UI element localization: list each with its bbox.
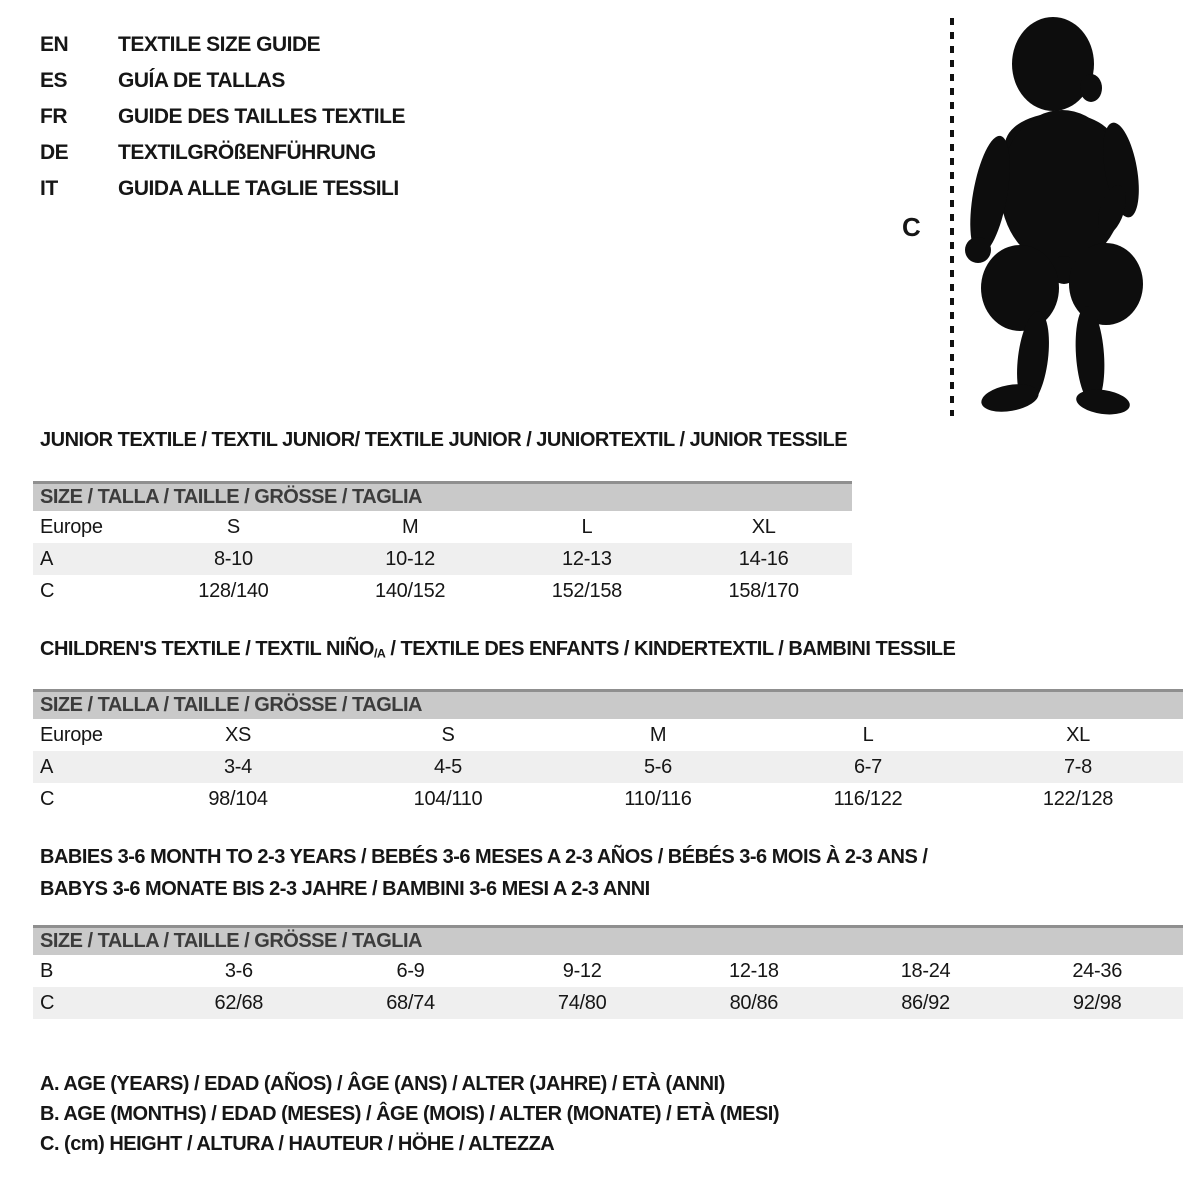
babies-section-title-line2: [40, 878, 650, 901]
babies-title-line1-text: BABIES 3-6 MONTH TO 2-3 YEARS / BEBÉS 3-6 MESES A 2-3 AÑOS / BÉBÉS 3-6 MOIS À 2-3 ANS /: [40, 846, 928, 868]
age-cell: 14-16: [738, 547, 789, 570]
legend-line-age-months: B. AGE (MONTHS) / EDAD (MESES) / ÂGE (MOIS) / ALTER (MONATE) / ETÀ (MESI): [40, 1103, 780, 1125]
row-label: C: [40, 787, 55, 810]
size-cell: XL: [1066, 723, 1090, 746]
age-cell: 3-4: [223, 755, 252, 778]
height-figure: [890, 0, 1200, 430]
table-row-months: [33, 955, 1183, 987]
junior-size-table: [33, 481, 852, 607]
size-table-header: SIZE / TALLA / TAILLE / GRÖSSE / TAGLIA: [33, 925, 1183, 955]
language-row-es: [40, 63, 405, 99]
size-cell: L: [862, 723, 874, 746]
row-label: Europe: [40, 515, 103, 538]
language-label: TEXTILE SIZE GUIDE: [118, 33, 321, 56]
table-row-age: [33, 751, 1183, 783]
height-cell: 62/68: [214, 991, 264, 1014]
language-list: [40, 27, 405, 207]
size-cell: M: [401, 515, 419, 538]
table-row-height: [33, 987, 1183, 1019]
age-cell: 5-6: [643, 755, 672, 778]
children-title-subscript: /A: [373, 646, 386, 661]
language-code: DE: [40, 141, 69, 164]
legend-line-age-years: A. AGE (YEARS) / EDAD (AÑOS) / ÂGE (ANS) / ALTER (JAHRE) / ETÀ (ANNI): [40, 1073, 725, 1095]
language-label: GUIDE DES TAILLES TEXTILE: [118, 105, 405, 128]
age-cell: 7-8: [1063, 755, 1092, 778]
children-size-table: [33, 689, 1183, 815]
table-row-europe: [33, 719, 1183, 751]
age-cell: 6-7: [853, 755, 882, 778]
babies-section-title-line1: [40, 846, 927, 869]
children-title-suffix: / TEXTILE DES ENFANTS / KINDERTEXTIL / BAMBINI TESSILE: [385, 638, 956, 660]
language-code: ES: [40, 69, 68, 92]
table-row-age: [33, 543, 852, 575]
height-measure-label: C: [902, 212, 921, 242]
size-table-header: SIZE / TALLA / TAILLE / GRÖSSE / TAGLIA: [33, 689, 1183, 719]
table-row-europe: [33, 511, 852, 543]
height-cell: 68/74: [386, 991, 435, 1014]
size-cell: S: [226, 515, 240, 538]
height-cell: 98/104: [208, 787, 268, 810]
row-label: C: [40, 579, 55, 602]
size-cell: XS: [224, 723, 252, 746]
months-cell: 12-18: [729, 959, 779, 982]
toddler-shape: [963, 17, 1145, 418]
language-code: FR: [40, 105, 67, 128]
legend: [40, 1069, 779, 1159]
language-label: TEXTILGRÖßENFÜHRUNG: [118, 141, 376, 164]
height-cell: 110/116: [624, 787, 692, 810]
language-code: EN: [40, 33, 69, 56]
table-row-height: [33, 575, 852, 607]
size-cell: S: [441, 723, 455, 746]
height-cell: 104/110: [413, 787, 483, 810]
language-row-en: [40, 27, 405, 63]
height-cell: 158/170: [728, 579, 799, 602]
months-cell: 6-9: [396, 959, 425, 982]
row-label: A: [40, 547, 54, 570]
height-cell: 86/92: [901, 991, 950, 1014]
children-section-title: [40, 638, 955, 661]
height-cell: 92/98: [1072, 991, 1122, 1014]
children-title-prefix: CHILDREN'S TEXTILE / TEXTIL NIÑO: [40, 638, 374, 660]
left-hand: [965, 237, 991, 263]
size-cell: L: [581, 515, 593, 538]
table-row-height: [33, 783, 1183, 815]
junior-section-title: [40, 429, 847, 452]
shorts-right: [1069, 243, 1143, 325]
height-cell: 122/128: [1042, 787, 1114, 810]
height-cell: 152/158: [551, 579, 622, 602]
legend-line-height: C. (cm) HEIGHT / ALTURA / HAUTEUR / HÖHE / ALTEZZA: [40, 1133, 555, 1155]
size-table-header: SIZE / TALLA / TAILLE / GRÖSSE / TAGLIA: [33, 481, 852, 511]
height-cell: 80/86: [729, 991, 779, 1014]
ear: [1080, 74, 1102, 102]
language-label: GUÍA DE TALLAS: [118, 69, 285, 92]
months-cell: 9-12: [562, 959, 602, 982]
size-cell: M: [649, 723, 667, 746]
height-cell: 128/140: [198, 579, 269, 602]
size-cell: XL: [751, 515, 776, 538]
babies-title-line2-text: BABYS 3-6 MONATE BIS 2-3 JAHRE / BAMBINI 3-6 MESI A 2-3 ANNI: [40, 878, 650, 900]
language-row-fr: [40, 99, 405, 135]
months-cell: 18-24: [900, 959, 951, 982]
age-cell: 10-12: [385, 547, 435, 570]
junior-title-text: JUNIOR TEXTILE / TEXTIL JUNIOR/ TEXTILE JUNIOR / JUNIORTEXTIL / JUNIOR TESSILE: [40, 429, 848, 451]
babies-size-table: [33, 925, 1183, 1019]
shorts-left: [981, 245, 1059, 331]
height-cell: 140/152: [375, 579, 446, 602]
months-cell: 24-36: [1072, 959, 1123, 982]
language-code: IT: [40, 177, 58, 200]
toddler-silhouette: [890, 0, 1200, 430]
row-label: C: [40, 991, 55, 1014]
age-cell: 4-5: [433, 755, 462, 778]
language-row-it: [40, 171, 405, 207]
row-label: Europe: [40, 723, 103, 746]
language-label: GUIDA ALLE TAGLIE TESSILI: [118, 177, 399, 200]
height-cell: 116/122: [833, 787, 903, 810]
age-cell: 12-13: [562, 547, 612, 570]
months-cell: 3-6: [224, 959, 253, 982]
language-row-de: [40, 135, 405, 171]
row-label: B: [40, 959, 54, 982]
height-cell: 74/80: [557, 991, 607, 1014]
row-label: A: [40, 755, 54, 778]
age-cell: 8-10: [213, 547, 253, 570]
